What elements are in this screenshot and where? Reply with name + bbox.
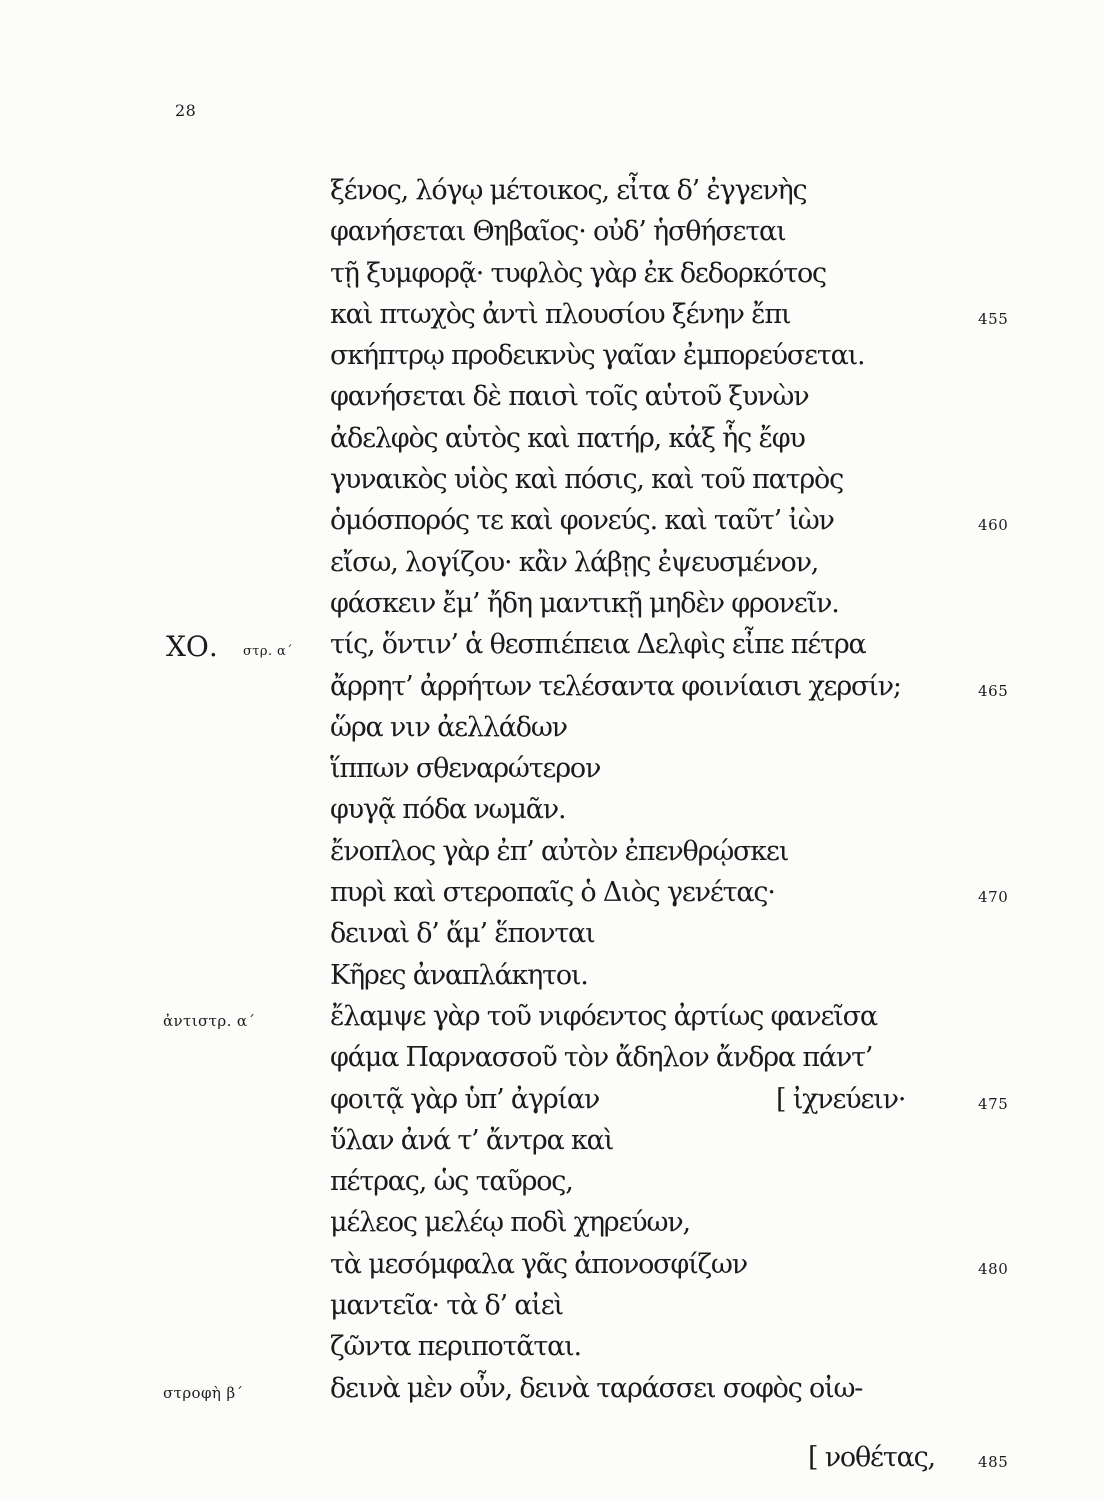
verse-line bbox=[0, 748, 1104, 789]
verse-line bbox=[0, 1120, 1104, 1161]
verse-text: τίς, ὅντιν’ ἁ θεσπιέπεια Δελφὶς εἶπε πέτρα bbox=[330, 629, 866, 661]
verse-line bbox=[0, 1079, 1104, 1120]
verse-text: δεινὰ μὲν οὖν, δεινὰ ταράσσει σοφὸς οἰω- bbox=[330, 1372, 863, 1404]
verse-text: ζῶντα περιποτᾶται. bbox=[330, 1331, 581, 1363]
verse-line bbox=[0, 789, 1104, 830]
line-number: 460 bbox=[978, 516, 1009, 535]
verse-text: δειναὶ δ’ ἅμ’ ἕπονται bbox=[330, 918, 595, 950]
verse-line bbox=[0, 831, 1104, 872]
line-number: 465 bbox=[978, 681, 1009, 700]
verse-line bbox=[0, 1285, 1104, 1326]
continuation-bracket: [ ἰχνεύειν· bbox=[776, 1083, 906, 1115]
verse-text: ἔνοπλος γὰρ ἐπ’ αὐτὸν ἐπενθρῴσκει bbox=[330, 835, 789, 867]
verse-text: Κῆρες ἀναπλάκητοι. bbox=[330, 959, 588, 991]
verse-line bbox=[0, 955, 1104, 996]
verse-line bbox=[0, 459, 1104, 500]
verse-text: φυγᾷ πόδα νωμᾶν. bbox=[330, 794, 566, 826]
line-number: 475 bbox=[978, 1094, 1009, 1113]
verse-text: σκήπτρῳ προδεικνὺς γαῖαν ἐμπορεύσεται. bbox=[330, 340, 865, 372]
verse-line bbox=[0, 1437, 1104, 1478]
antistrophe-label: ἀντιστρ. α΄ bbox=[163, 1011, 256, 1030]
verse-text: ξένος, λόγῳ μέτοικος, εἶτα δ’ ἐγγενὴς bbox=[330, 175, 807, 206]
verse-line bbox=[0, 913, 1104, 954]
verse-text: φάμα Παρνασσοῦ τὸν ἄδηλον ἄνδρα πάντ’ bbox=[330, 1042, 873, 1074]
line-number: 455 bbox=[978, 309, 1009, 328]
verse-line bbox=[0, 1037, 1104, 1078]
verse-text: ἵππων σθεναρώτερον bbox=[330, 753, 601, 785]
verse-text: φανήσεται δὲ παισὶ τοῖς αὑτοῦ ξυνὼν bbox=[330, 381, 809, 413]
strophe-label: στροφὴ β΄ bbox=[163, 1383, 244, 1402]
verse-text: καὶ πτωχὸς ἀντὶ πλουσίου ξένην ἔπι bbox=[330, 298, 791, 330]
verse-line bbox=[0, 170, 1104, 211]
verse-line bbox=[0, 253, 1104, 294]
verse-line bbox=[0, 1368, 1104, 1409]
line-number: 480 bbox=[978, 1259, 1009, 1278]
verse-line bbox=[0, 418, 1104, 459]
verse-block bbox=[0, 170, 1104, 1478]
line-number: 485 bbox=[978, 1452, 1009, 1471]
verse-text: ἔλαμψε γὰρ τοῦ νιφόεντος ἀρτίως φανεῖσα bbox=[330, 1000, 877, 1032]
continuation-bracket: [ νοθέτας, bbox=[808, 1441, 935, 1473]
verse-text: πυρὶ καὶ στεροπαῖς ὁ Διὸς γενέτας· bbox=[330, 877, 775, 909]
verse-text: μαντεῖα· τὰ δ’ αἰεὶ bbox=[330, 1290, 563, 1322]
verse-line bbox=[0, 542, 1104, 583]
verse-line bbox=[0, 294, 1104, 335]
verse-line bbox=[0, 872, 1104, 913]
verse-text: φοιτᾷ γὰρ ὑπ’ ἀγρίαν bbox=[330, 1083, 600, 1115]
verse-text: πέτρας, ὡς ταῦρος, bbox=[330, 1166, 573, 1198]
page-number: 28 bbox=[175, 101, 197, 120]
verse-line bbox=[0, 1202, 1104, 1243]
verse-text: γυναικὸς υἱὸς καὶ πόσις, καὶ τοῦ πατρὸς bbox=[330, 464, 843, 496]
line-number: 470 bbox=[978, 888, 1009, 907]
verse-line bbox=[0, 335, 1104, 376]
verse-text: τὰ μεσόμφαλα γᾶς ἀπονοσφίζων bbox=[330, 1248, 747, 1280]
strophe-label: στρ. α΄ bbox=[243, 644, 294, 660]
verse-line bbox=[0, 1161, 1104, 1202]
verse-text: ὁμόσπορός τε καὶ φονεύς. καὶ ταῦτ’ ἰὼν bbox=[330, 505, 834, 537]
verse-text: εἴσω, λογίζου· κἂν λάβῃς ἐψευσμένον, bbox=[330, 546, 819, 578]
verse-text: τῇ ξυμφορᾷ· τυφλὸς γὰρ ἐκ δεδορκότος bbox=[330, 257, 826, 289]
verse-text: φανήσεται Θηβαῖος· οὐδ’ ἡσθήσεται bbox=[330, 216, 786, 248]
verse-text: ὥρα νιν ἀελλάδων bbox=[330, 711, 567, 743]
verse-line bbox=[0, 624, 1104, 665]
verse-text: ἀδελφὸς αὑτὸς καὶ πατήρ, κἀξ ἧς ἔφυ bbox=[330, 422, 805, 454]
verse-line bbox=[0, 666, 1104, 707]
verse-line bbox=[0, 376, 1104, 417]
verse-line bbox=[0, 583, 1104, 624]
verse-line bbox=[0, 1326, 1104, 1367]
verse-line bbox=[0, 211, 1104, 252]
verse-line bbox=[0, 707, 1104, 748]
verse-line bbox=[0, 500, 1104, 541]
speaker-label: ΧΟ. bbox=[166, 630, 218, 664]
verse-line bbox=[0, 996, 1104, 1037]
verse-line bbox=[0, 1244, 1104, 1285]
verse-text: μέλεος μελέῳ ποδὶ χηρεύων, bbox=[330, 1207, 690, 1239]
verse-text: ὕλαν ἀνά τ’ ἄντρα καὶ bbox=[330, 1124, 614, 1156]
verse-text: φάσκειν ἔμ’ ἤδη μαντικῇ μηδὲν φρονεῖν. bbox=[330, 587, 839, 619]
verse-text: ἄρρητ’ ἀρρήτων τελέσαντα φοινίαισι χερσίν; bbox=[330, 670, 901, 702]
